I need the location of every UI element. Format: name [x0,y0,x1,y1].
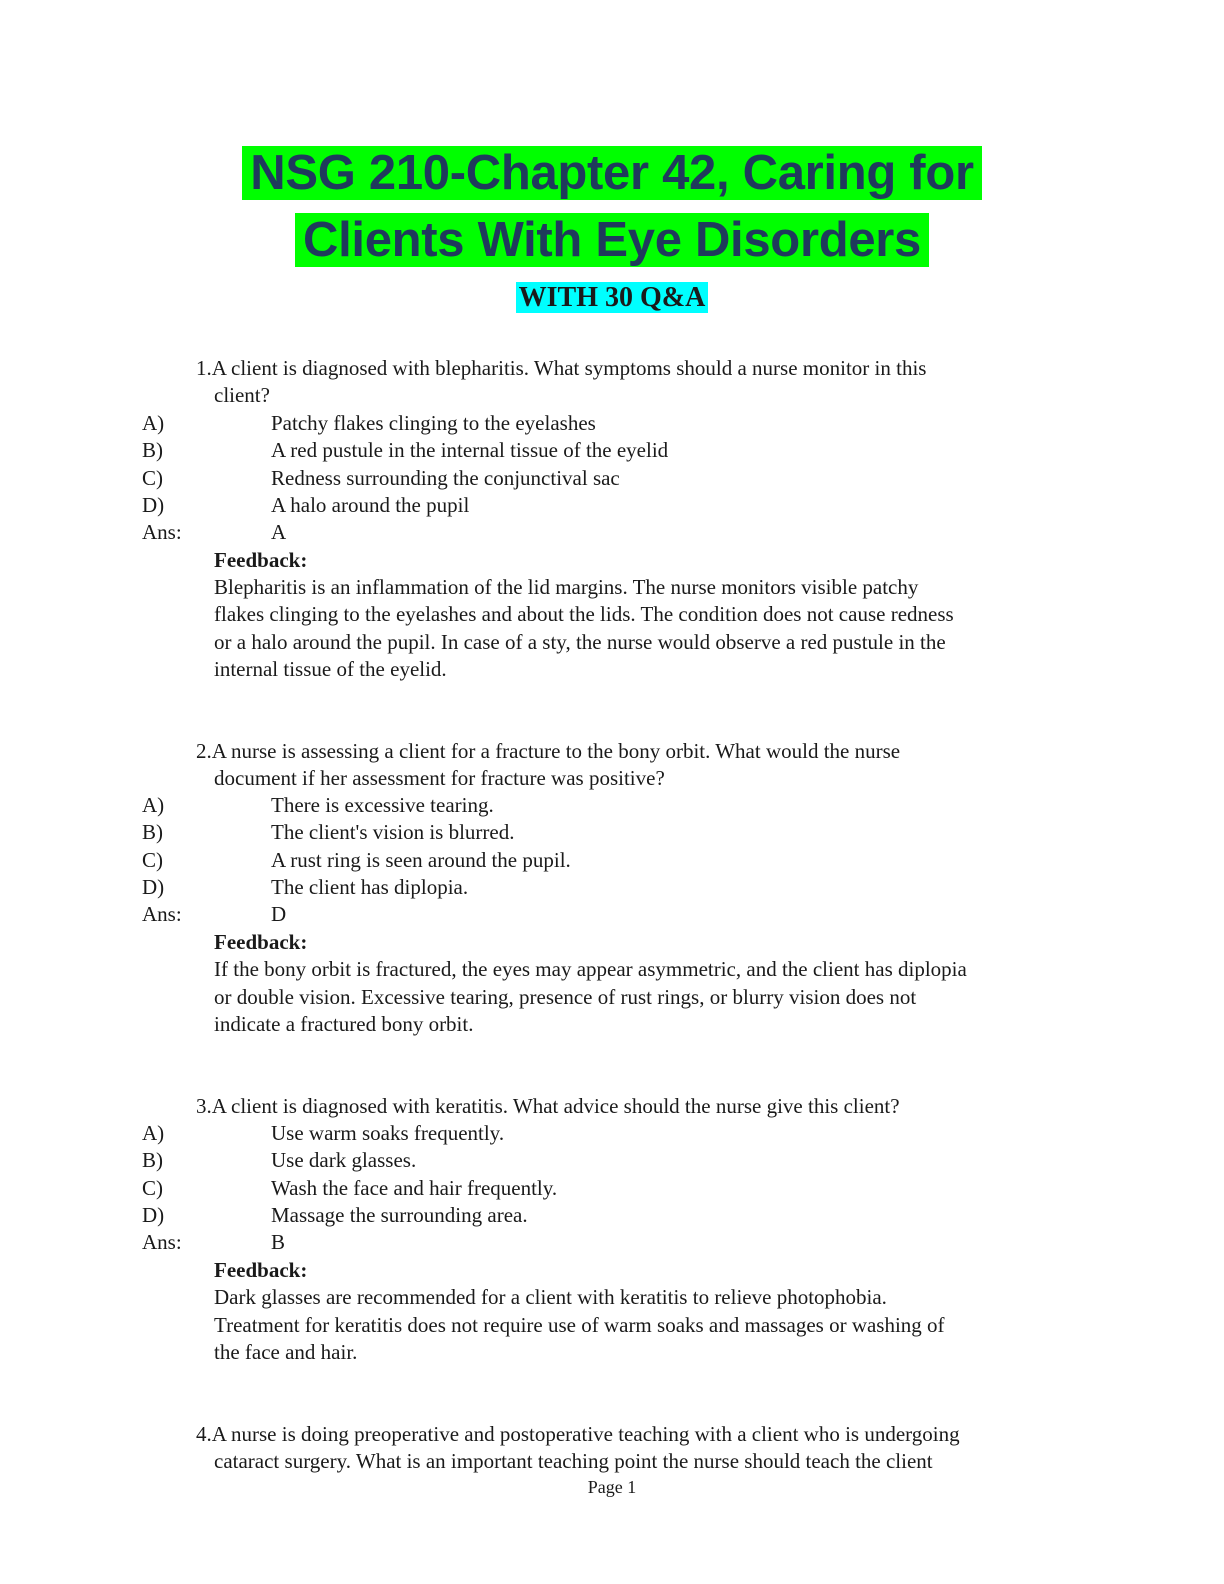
feedback-line: If the bony orbit is fractured, the eyes may appear asymmetric, and the client has diplopia [214,957,967,981]
option-label: A) [142,793,165,817]
option-text: A halo around the pupil [271,493,470,517]
feedback-line: internal tissue of the eyelid. [214,657,447,681]
feedback-heading: Feedback: [214,1258,308,1282]
answer-value: B [271,1230,286,1254]
option-text: A rust ring is seen around the pupil. [271,848,571,872]
option-label: B) [142,438,163,462]
option-label: C) [142,466,163,490]
option-text: The client's vision is blurred. [271,820,515,844]
option-label: B) [142,820,163,844]
option-label: A) [142,1121,165,1145]
option-text: Wash the face and hair frequently. [271,1176,558,1200]
option-text: There is excessive tearing. [271,793,494,817]
option-label: D) [142,1203,165,1227]
question-stem-continued: document if her assessment for fracture was positive? [214,766,665,790]
answer-label: Ans: [142,1230,182,1254]
question-stem-continued: cataract surgery. What is an important teaching point the nurse should teach the client [214,1449,933,1473]
feedback-line: Dark glasses are recommended for a client with keratitis to relieve photophobia. [214,1285,887,1309]
answer-label: Ans: [142,902,182,926]
question-stem-continued: client? [214,383,270,407]
option-label: C) [142,1176,163,1200]
feedback-line: Treatment for keratitis does not require use of warm soaks and massages or washing of [214,1313,945,1337]
answer-value: A [271,520,287,544]
feedback-line: Blepharitis is an inflammation of the lid margins. The nurse monitors visible patchy [214,575,919,599]
feedback-line: or a halo around the pupil. In case of a sty, the nurse would observe a red pustule in the [214,630,946,654]
answer-value: D [271,902,287,926]
document-title-line-2 [0,208,1224,272]
option-label: B) [142,1148,163,1172]
title-highlight: NSG 210-Chapter 42, Caring for [242,146,981,200]
question-stem: 1.A client is diagnosed with blepharitis. What symptoms should a nurse monitor in this [196,356,927,380]
document-subtitle [0,279,1224,317]
option-label: D) [142,493,165,517]
option-text: Use warm soaks frequently. [271,1121,505,1145]
subtitle-highlight: WITH 30 Q&A [516,282,709,313]
feedback-line: or double vision. Excessive tearing, presence of rust rings, or blurry vision does not [214,985,917,1009]
option-label: D) [142,875,165,899]
option-text: Patchy flakes clinging to the eyelashes [271,411,596,435]
feedback-heading: Feedback: [214,548,308,572]
question-stem: 3.A client is diagnosed with keratitis. What advice should the nurse give this client? [196,1094,900,1118]
document-title-line-1 [0,141,1224,205]
feedback-line: the face and hair. [214,1340,358,1364]
option-text: Redness surrounding the conjunctival sac [271,466,620,490]
title-highlight: Clients With Eye Disorders [295,213,929,267]
feedback-line: flakes clinging to the eyelashes and about the lids. The condition does not cause redness [214,602,954,626]
answer-label: Ans: [142,520,182,544]
page-number: Page 1 [587,1477,637,1497]
option-text: Massage the surrounding area. [271,1203,528,1227]
question-stem: 2.A nurse is assessing a client for a fracture to the bony orbit. What would the nurse [196,739,901,763]
option-label: C) [142,848,163,872]
option-text: Use dark glasses. [271,1148,417,1172]
feedback-line: indicate a fractured bony orbit. [214,1012,474,1036]
question-stem: 4.A nurse is doing preoperative and postoperative teaching with a client who is undergoing [196,1422,960,1446]
option-text: A red pustule in the internal tissue of the eyelid [271,438,669,462]
option-label: A) [142,411,165,435]
feedback-heading: Feedback: [214,930,308,954]
option-text: The client has diplopia. [271,875,469,899]
